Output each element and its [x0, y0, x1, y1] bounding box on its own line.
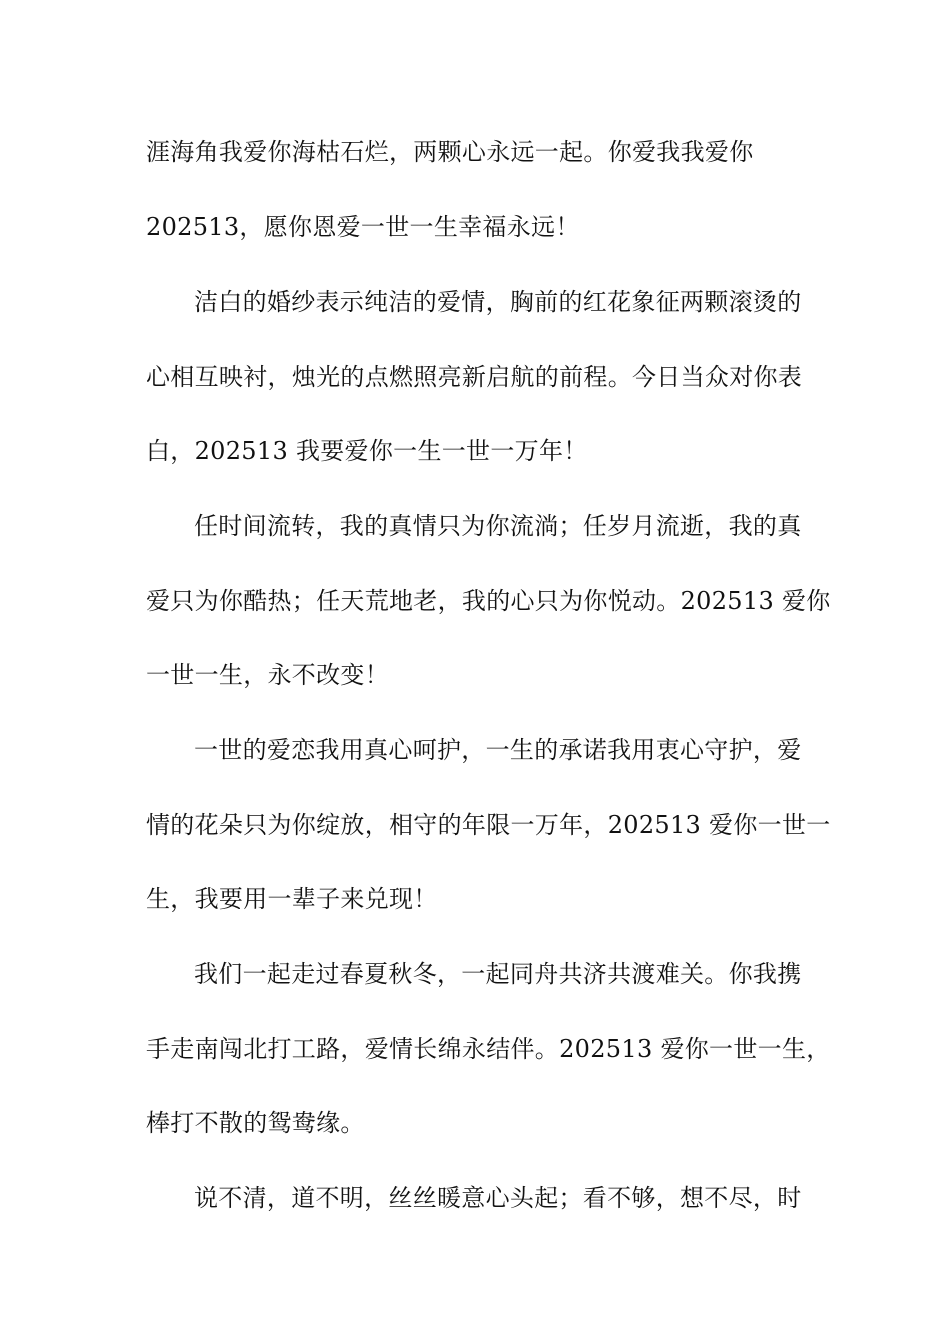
text-line: 棒打不散的鸳鸯缘。	[146, 1109, 365, 1137]
text-line: 爱只为你酷热；任天荒地老，我的心只为你悦动。202513 爱你	[146, 587, 831, 615]
text-line: 生，我要用一辈子来兑现！	[146, 885, 438, 913]
paragraph-start-line: 任时间流转，我的真情只为你流淌；任岁月流逝，我的真	[194, 512, 802, 540]
text-line: 情的花朵只为你绽放，相守的年限一万年，202513 爱你一世一	[146, 811, 831, 839]
text-line: 202513，愿你恩爱一世一生幸福永远！	[146, 213, 580, 241]
paragraph-start-line: 洁白的婚纱表示纯洁的爱情，胸前的红花象征两颗滚烫的	[194, 288, 802, 316]
paragraph-start-line: 我们一起走过春夏秋冬，一起同舟共济共渡难关。你我携	[194, 960, 802, 988]
text-line: 手走南闯北打工路，爱情长绵永结伴。202513 爱你一世一生，	[146, 1035, 831, 1063]
text-line: 一世一生，永不改变！	[146, 661, 389, 689]
text-line: 心相互映衬，烛光的点燃照亮新启航的前程。今日当众对你表	[146, 363, 803, 391]
text-line: 白，202513 我要爱你一生一世一万年！	[146, 437, 588, 465]
paragraph-start-line: 说不清，道不明，丝丝暖意心头起；看不够，想不尽，时	[194, 1184, 802, 1212]
text-line: 涯海角我爱你海枯石烂，两颗心永远一起。你爱我我爱你	[146, 138, 754, 166]
paragraph-start-line: 一世的爱恋我用真心呵护，一生的承诺我用衷心守护，爱	[194, 736, 802, 764]
